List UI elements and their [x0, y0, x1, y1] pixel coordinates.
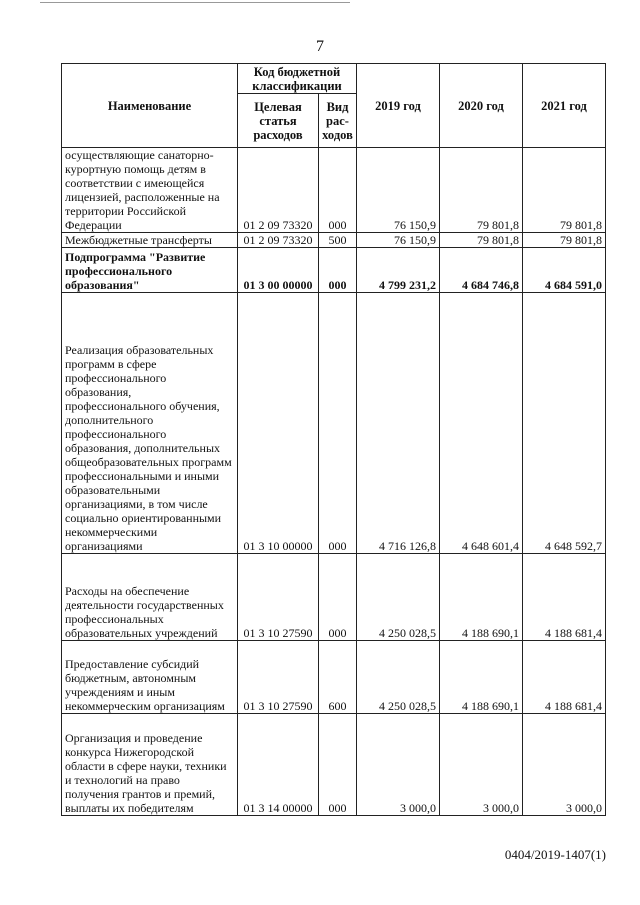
row-target: 01 2 09 73320	[238, 233, 319, 248]
row-target: 01 3 00 00000	[238, 248, 319, 293]
row-kind: 000	[319, 714, 357, 816]
row-2021: 4 188 681,4	[523, 554, 606, 641]
row-2020: 79 801,8	[440, 233, 523, 248]
row-kind: 600	[319, 641, 357, 714]
row-2020: 3 000,0	[440, 714, 523, 816]
row-name: Расходы на обеспечение деятельности государственных профессиональных образовательных учреждений	[62, 554, 238, 641]
budget-table	[61, 63, 606, 816]
row-name: Реализация образовательных программ в сфере профессионального образования, профессионального обучения, дополнительного профессионального образования, дополнительных общеобразовательных программ профессиональными и иными образовательными организациями, в том числе социально ориентированными некоммерческими организациями	[62, 293, 238, 554]
row-2019: 76 150,9	[357, 148, 440, 233]
top-rule	[40, 2, 350, 3]
row-2019: 76 150,9	[357, 233, 440, 248]
row-kind: 000	[319, 554, 357, 641]
page-number: 7	[316, 38, 324, 55]
header-2020: 2020 год	[440, 64, 523, 148]
row-target: 01 3 10 27590	[238, 554, 319, 641]
row-2019: 4 716 126,8	[357, 293, 440, 554]
row-2020: 79 801,8	[440, 148, 523, 233]
row-kind: 000	[319, 293, 357, 554]
header-expense-kind: Вид рас-ходов	[319, 94, 357, 148]
table-row	[62, 714, 606, 816]
header-target-article: Целевая статья расходов	[238, 94, 319, 148]
row-2019: 4 250 028,5	[357, 641, 440, 714]
row-name: Предоставление субсидий бюджетным, автономным учреждениям и иным некоммерческим организациям	[62, 641, 238, 714]
row-kind: 000	[319, 248, 357, 293]
row-2021: 3 000,0	[523, 714, 606, 816]
header-code-group: Код бюджетной классификации	[238, 64, 357, 94]
row-2021: 79 801,8	[523, 148, 606, 233]
row-name: Организация и проведение конкурса Нижегородской области в сфере науки, техники и технологий на право получения грантов и премий, выплаты их победителям	[62, 714, 238, 816]
row-target: 01 2 09 73320	[238, 148, 319, 233]
row-name: осуществляющие санаторно-курортную помощь детям в соответствии с имеющейся лицензией, расположенные на территории Российской Федерации	[62, 148, 238, 233]
row-2021: 79 801,8	[523, 233, 606, 248]
row-2021: 4 684 591,0	[523, 248, 606, 293]
header-2019: 2019 год	[357, 64, 440, 148]
row-2019: 3 000,0	[357, 714, 440, 816]
table-row	[62, 554, 606, 641]
table-row	[62, 248, 606, 293]
row-2020: 4 648 601,4	[440, 293, 523, 554]
table-row	[62, 233, 606, 248]
table-row	[62, 293, 606, 554]
row-2020: 4 188 690,1	[440, 554, 523, 641]
row-name: Подпрограмма "Развитие профессионального образования"	[62, 248, 238, 293]
table-row	[62, 641, 606, 714]
row-2021: 4 648 592,7	[523, 293, 606, 554]
row-2019: 4 250 028,5	[357, 554, 440, 641]
row-2019: 4 799 231,2	[357, 248, 440, 293]
row-kind: 000	[319, 148, 357, 233]
table-row	[62, 148, 606, 233]
row-2020: 4 188 690,1	[440, 641, 523, 714]
row-target: 01 3 10 00000	[238, 293, 319, 554]
header-name: Наименование	[62, 64, 238, 148]
row-target: 01 3 10 27590	[238, 641, 319, 714]
row-name: Межбюджетные трансферты	[62, 233, 238, 248]
header-2021: 2021 год	[523, 64, 606, 148]
row-2021: 4 188 681,4	[523, 641, 606, 714]
document-number: 0404/2019-1407(1)	[504, 847, 606, 862]
row-target: 01 3 14 00000	[238, 714, 319, 816]
row-kind: 500	[319, 233, 357, 248]
row-2020: 4 684 746,8	[440, 248, 523, 293]
